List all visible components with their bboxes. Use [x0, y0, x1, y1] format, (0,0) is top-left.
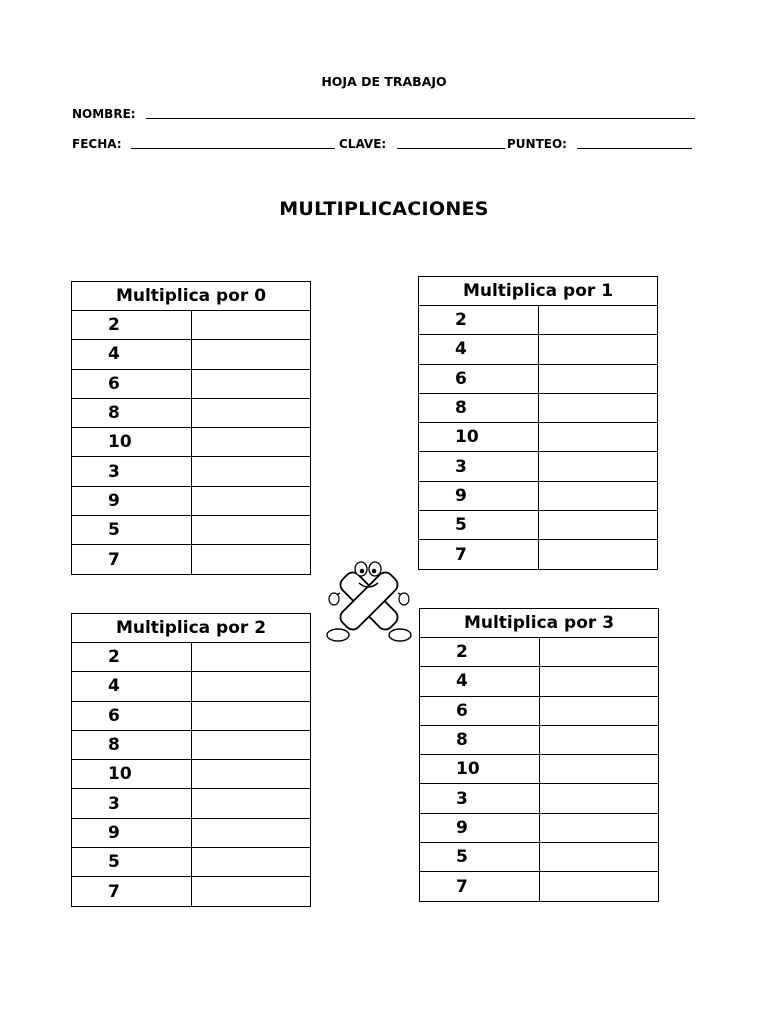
factor-cell: 6 — [72, 369, 192, 398]
answer-cell[interactable] — [539, 696, 659, 725]
table-row — [72, 760, 311, 789]
table-row — [420, 696, 659, 725]
factor-cell: 5 — [420, 843, 540, 872]
factor-cell: 5 — [419, 511, 539, 540]
table-row — [72, 311, 311, 340]
answer-cell[interactable] — [539, 872, 659, 901]
table-row — [420, 784, 659, 813]
table-row — [72, 545, 311, 574]
subject-heading: MULTIPLICACIONES — [279, 198, 489, 220]
multiply-by-3-table — [419, 608, 659, 902]
factor-cell: 10 — [419, 423, 539, 452]
key-field-line[interactable] — [397, 148, 505, 149]
answer-cell[interactable] — [539, 725, 659, 754]
answer-cell[interactable] — [191, 730, 311, 759]
factor-cell: 3 — [420, 784, 540, 813]
table-row — [72, 516, 311, 545]
table-row — [72, 486, 311, 515]
multiply-by-2-table — [71, 613, 311, 907]
table-row — [72, 643, 311, 672]
answer-cell[interactable] — [191, 818, 311, 847]
factor-cell: 10 — [72, 428, 192, 457]
table-row — [420, 638, 659, 667]
answer-cell[interactable] — [538, 481, 658, 510]
factor-cell: 2 — [72, 643, 192, 672]
multiply-by-0-table — [71, 281, 311, 575]
answer-cell[interactable] — [191, 701, 311, 730]
factor-cell: 7 — [72, 877, 192, 906]
factor-cell: 9 — [420, 813, 540, 842]
table-row — [420, 725, 659, 754]
answer-cell[interactable] — [539, 813, 659, 842]
date-label: FECHA: — [72, 137, 122, 151]
table-row — [72, 428, 311, 457]
answer-cell[interactable] — [538, 306, 658, 335]
answer-cell[interactable] — [191, 340, 311, 369]
table-title: Multiplica por 0 — [72, 282, 311, 311]
table-title: Multiplica por 2 — [72, 614, 311, 643]
multiplication-mascot-icon — [326, 553, 412, 645]
factor-cell: 9 — [419, 481, 539, 510]
table-row — [72, 340, 311, 369]
factor-cell: 3 — [419, 452, 539, 481]
factor-cell: 10 — [72, 760, 192, 789]
answer-cell[interactable] — [539, 784, 659, 813]
answer-cell[interactable] — [191, 789, 311, 818]
answer-cell[interactable] — [538, 335, 658, 364]
answer-cell[interactable] — [191, 516, 311, 545]
factor-cell: 4 — [420, 667, 540, 696]
table-row — [419, 306, 658, 335]
table-row — [420, 755, 659, 784]
table-row — [420, 813, 659, 842]
table-row — [419, 364, 658, 393]
multiply-by-1-table — [418, 276, 658, 570]
factor-cell: 4 — [419, 335, 539, 364]
factor-cell: 8 — [420, 725, 540, 754]
factor-cell: 9 — [72, 818, 192, 847]
answer-cell[interactable] — [191, 545, 311, 574]
factor-cell: 3 — [72, 789, 192, 818]
answer-cell[interactable] — [538, 393, 658, 422]
answer-cell[interactable] — [539, 638, 659, 667]
table-row — [72, 789, 311, 818]
answer-cell[interactable] — [538, 511, 658, 540]
factor-cell: 2 — [420, 638, 540, 667]
answer-cell[interactable] — [191, 672, 311, 701]
answer-cell[interactable] — [191, 643, 311, 672]
table-row — [419, 481, 658, 510]
answer-cell[interactable] — [539, 667, 659, 696]
answer-cell[interactable] — [538, 452, 658, 481]
table-row — [419, 511, 658, 540]
name-field-line[interactable] — [146, 118, 695, 119]
answer-cell[interactable] — [538, 540, 658, 569]
table-row — [419, 540, 658, 569]
table-row — [72, 672, 311, 701]
score-label: PUNTEO: — [507, 137, 567, 151]
score-field-line[interactable] — [577, 148, 692, 149]
table-row — [420, 667, 659, 696]
factor-cell: 6 — [420, 696, 540, 725]
table-row — [72, 730, 311, 759]
answer-cell[interactable] — [539, 843, 659, 872]
answer-cell[interactable] — [191, 486, 311, 515]
answer-cell[interactable] — [538, 364, 658, 393]
answer-cell[interactable] — [191, 428, 311, 457]
answer-cell[interactable] — [191, 369, 311, 398]
date-field-line[interactable] — [131, 148, 335, 149]
table-row — [72, 848, 311, 877]
factor-cell: 8 — [72, 730, 192, 759]
name-label: NOMBRE: — [72, 107, 136, 121]
table-row — [420, 843, 659, 872]
table-row — [72, 818, 311, 847]
factor-cell: 8 — [419, 393, 539, 422]
table-row — [420, 872, 659, 901]
key-label: CLAVE: — [339, 137, 387, 151]
factor-cell: 7 — [72, 545, 192, 574]
answer-cell[interactable] — [191, 398, 311, 427]
factor-cell: 7 — [419, 540, 539, 569]
factor-cell: 2 — [419, 306, 539, 335]
factor-cell: 6 — [419, 364, 539, 393]
factor-cell: 4 — [72, 672, 192, 701]
answer-cell[interactable] — [191, 311, 311, 340]
factor-cell: 6 — [72, 701, 192, 730]
factor-cell: 10 — [420, 755, 540, 784]
worksheet-title: HOJA DE TRABAJO — [321, 74, 447, 89]
factor-cell: 5 — [72, 848, 192, 877]
answer-cell[interactable] — [538, 423, 658, 452]
factor-cell: 4 — [72, 340, 192, 369]
table-row — [419, 335, 658, 364]
table-row — [72, 398, 311, 427]
table-row — [72, 369, 311, 398]
factor-cell: 7 — [420, 872, 540, 901]
table-row — [419, 393, 658, 422]
factor-cell: 8 — [72, 398, 192, 427]
answer-cell[interactable] — [539, 755, 659, 784]
table-row — [72, 877, 311, 906]
table-row — [72, 457, 311, 486]
factor-cell: 3 — [72, 457, 192, 486]
factor-cell: 2 — [72, 311, 192, 340]
factor-cell: 5 — [72, 516, 192, 545]
table-row — [419, 452, 658, 481]
answer-cell[interactable] — [191, 457, 311, 486]
answer-cell[interactable] — [191, 848, 311, 877]
answer-cell[interactable] — [191, 760, 311, 789]
answer-cell[interactable] — [191, 877, 311, 906]
factor-cell: 9 — [72, 486, 192, 515]
table-title: Multiplica por 1 — [419, 277, 658, 306]
table-row — [72, 701, 311, 730]
table-row — [419, 423, 658, 452]
table-title: Multiplica por 3 — [420, 609, 659, 638]
